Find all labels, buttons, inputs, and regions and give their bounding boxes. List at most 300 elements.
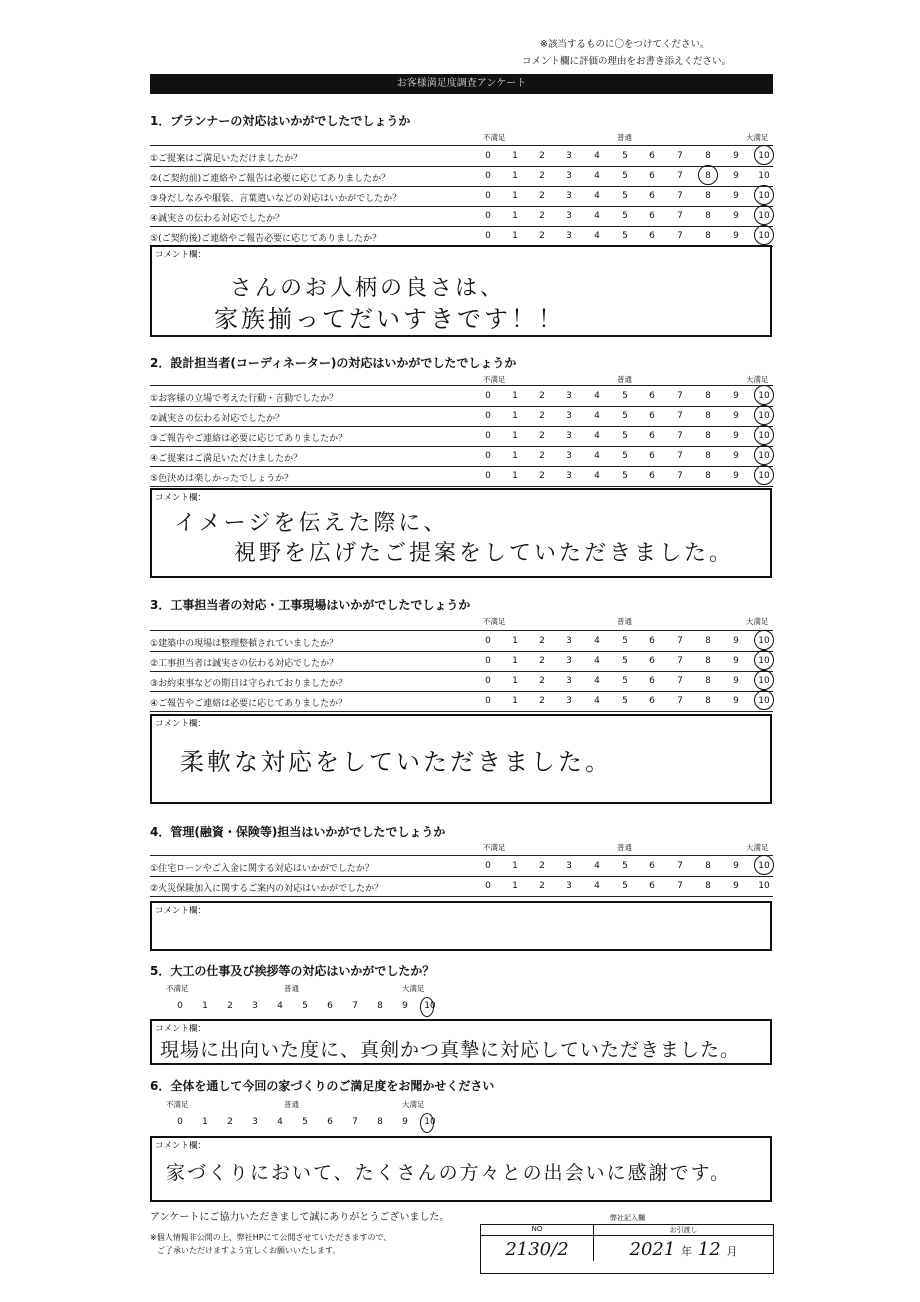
question-row <box>150 386 773 407</box>
score-option-8[interactable]: 8 <box>705 151 711 161</box>
score-option-7[interactable]: 7 <box>677 636 683 646</box>
score-option-9[interactable]: 9 <box>733 656 739 666</box>
score-option-5[interactable]: 5 <box>622 171 628 181</box>
score-option-1[interactable]: 1 <box>512 881 518 891</box>
scale-label-high: 大満足 <box>746 617 769 626</box>
section-5-scale <box>0 1001 920 1021</box>
score-option-4[interactable]: 4 <box>594 676 600 686</box>
score-option-6[interactable]: 6 <box>649 881 655 891</box>
score-option-2[interactable]: 2 <box>539 171 545 181</box>
question-text: ⑤色決めは楽しかったでしょうか？ <box>150 474 294 484</box>
score-option-1[interactable]: 1 <box>512 151 518 161</box>
score-option-6[interactable]: 6 <box>649 471 655 481</box>
score-option-2[interactable]: 2 <box>539 151 545 161</box>
score-option-1[interactable]: 1 <box>512 211 518 221</box>
section-6-comment-text: 家づくりにおいて、たくさんの方々との出会いに感謝です。 <box>166 1162 732 1184</box>
scale-label-low: 不満足 <box>483 617 506 626</box>
score-option-2[interactable]: 2 <box>539 211 545 221</box>
score-option-1[interactable]: 1 <box>512 431 518 441</box>
selected-score-circle <box>754 670 774 690</box>
score-option-0[interactable]: 0 <box>485 151 491 161</box>
score-option-0[interactable]: 0 <box>485 861 491 871</box>
score-option-6[interactable]: 6 <box>649 451 655 461</box>
score-option-4[interactable]: 4 <box>594 861 600 871</box>
comment-label: コメント欄： <box>155 906 207 916</box>
score-option-10[interactable]: 10 <box>758 881 770 891</box>
comment-label: コメント欄： <box>155 250 207 260</box>
score-option-2[interactable]: 2 <box>539 656 545 666</box>
question-text: ⑤(ご契約後)ご連絡やご報告必要に応じてありましたか？ <box>150 234 382 244</box>
score-option-6[interactable]: 6 <box>649 861 655 871</box>
score-option-3[interactable]: 3 <box>566 171 572 181</box>
score-option-4[interactable]: 4 <box>594 696 600 706</box>
score-option-9[interactable]: 9 <box>733 861 739 871</box>
scale-label-mid: 普通 <box>617 133 632 142</box>
score-option-6[interactable]: 6 <box>649 171 655 181</box>
score-option-6[interactable]: 6 <box>649 211 655 221</box>
score-option-3[interactable]: 3 <box>252 1001 258 1011</box>
score-option-6[interactable]: 6 <box>649 411 655 421</box>
score-option-3[interactable]: 3 <box>566 861 572 871</box>
score-option-9[interactable]: 9 <box>733 191 739 201</box>
score-option-5[interactable]: 5 <box>622 861 628 871</box>
delivery-date-value[interactable] <box>594 1239 773 1260</box>
score-option-7[interactable]: 7 <box>352 1117 358 1127</box>
score-option-2[interactable]: 2 <box>539 431 545 441</box>
comment-label: コメント欄： <box>155 493 207 503</box>
no-cell <box>481 1225 594 1261</box>
selected-score-circle <box>754 425 774 445</box>
thanks-text: アンケートにご協力いただきまして誠にありがとうございました。 <box>150 1212 450 1223</box>
score-option-4[interactable]: 4 <box>594 471 600 481</box>
score-option-0[interactable]: 0 <box>485 191 491 201</box>
section-3-title: 3．工事担当者の対応・工事現場はいかがでしたでしょうか <box>150 598 471 612</box>
score-option-0[interactable]: 0 <box>485 656 491 666</box>
score-option-0[interactable]: 0 <box>177 1001 183 1011</box>
selected-score-circle <box>420 997 434 1017</box>
section-2-comment-box[interactable] <box>150 488 772 578</box>
selected-score-circle <box>754 405 774 425</box>
score-option-8[interactable]: 8 <box>705 881 711 891</box>
score-option-8[interactable]: 8 <box>377 1001 383 1011</box>
score-option-0[interactable]: 0 <box>485 171 491 181</box>
question-row <box>150 671 773 692</box>
section-2-title: 2．設計担当者(コーディネーター)の対応はいかがでしたでしょうか <box>150 356 517 370</box>
score-option-0[interactable]: 0 <box>485 211 491 221</box>
question-text: ③お約束事などの期日は守られておりましたか？ <box>150 679 348 689</box>
survey-title-bar: お客様満足度調査アンケート <box>150 74 773 94</box>
score-option-3[interactable]: 3 <box>566 636 572 646</box>
score-option-3[interactable]: 3 <box>566 431 572 441</box>
section-5-label-low: 不満足 <box>166 984 189 993</box>
score-option-7[interactable]: 7 <box>677 391 683 401</box>
score-option-5[interactable]: 5 <box>622 231 628 241</box>
comment-handwriting-line: さんのお人柄の良さは、 <box>230 276 506 301</box>
score-option-10[interactable]: 10 <box>758 171 770 181</box>
score-option-2[interactable]: 2 <box>539 451 545 461</box>
score-option-2[interactable]: 2 <box>539 391 545 401</box>
score-option-0[interactable]: 0 <box>485 881 491 891</box>
score-option-4[interactable]: 4 <box>594 231 600 241</box>
score-option-9[interactable]: 9 <box>733 171 739 181</box>
score-option-8[interactable]: 8 <box>705 391 711 401</box>
score-option-0[interactable]: 0 <box>485 411 491 421</box>
score-option-7[interactable]: 7 <box>352 1001 358 1011</box>
score-option-8[interactable]: 8 <box>705 676 711 686</box>
comment-label: コメント欄： <box>155 719 207 729</box>
score-option-4[interactable]: 4 <box>594 151 600 161</box>
score-option-10[interactable]: 10 <box>758 861 770 871</box>
score-option-8[interactable]: 8 <box>705 211 711 221</box>
score-option-0[interactable]: 0 <box>485 431 491 441</box>
scale-label-high: 大満足 <box>746 375 769 384</box>
score-option-6[interactable]: 6 <box>327 1001 333 1011</box>
score-option-9[interactable]: 9 <box>733 696 739 706</box>
score-option-6[interactable]: 6 <box>649 191 655 201</box>
scale-label-low: 不満足 <box>483 843 506 852</box>
score-option-1[interactable]: 1 <box>512 676 518 686</box>
question-text: ①ご提案はご満足いただけましたか？ <box>150 154 303 164</box>
score-option-9[interactable]: 9 <box>733 431 739 441</box>
score-option-10[interactable]: 10 <box>758 471 770 481</box>
score-option-9[interactable]: 9 <box>733 676 739 686</box>
score-option-3[interactable]: 3 <box>566 696 572 706</box>
score-option-6[interactable]: 6 <box>649 391 655 401</box>
no-value[interactable]: 2130/2 <box>505 1239 569 1260</box>
score-option-4[interactable]: 4 <box>594 191 600 201</box>
question-row <box>150 631 773 652</box>
comment-label: コメント欄： <box>155 1141 207 1151</box>
selected-score-circle <box>754 690 774 710</box>
comment-handwriting-line: 家族揃ってだいすきです！！ <box>214 305 565 333</box>
score-option-9[interactable]: 9 <box>733 211 739 221</box>
score-option-10[interactable]: 10 <box>758 676 770 686</box>
comment-label: コメント欄： <box>155 1024 207 1034</box>
scale-label-mid: 普通 <box>617 843 632 852</box>
score-option-7[interactable]: 7 <box>677 676 683 686</box>
score-option-6[interactable]: 6 <box>327 1117 333 1127</box>
score-option-3[interactable]: 3 <box>566 881 572 891</box>
score-option-7[interactable]: 7 <box>677 151 683 161</box>
score-option-4[interactable]: 4 <box>277 1001 283 1011</box>
comment-handwriting-line: イメージを伝えた際に、 <box>174 511 449 536</box>
question-row <box>150 691 773 712</box>
score-option-1[interactable]: 1 <box>512 636 518 646</box>
selected-score-circle <box>754 465 774 485</box>
score-option-8[interactable]: 8 <box>705 656 711 666</box>
question-row <box>150 446 773 467</box>
score-option-10[interactable]: 10 <box>758 191 770 201</box>
score-option-8[interactable]: 8 <box>705 231 711 241</box>
score-option-10[interactable]: 10 <box>424 1001 436 1011</box>
score-option-7[interactable]: 7 <box>677 881 683 891</box>
score-option-7[interactable]: 7 <box>677 411 683 421</box>
section-6-label-mid: 普通 <box>284 1100 299 1109</box>
score-option-7[interactable]: 7 <box>677 696 683 706</box>
score-option-10[interactable]: 10 <box>758 696 770 706</box>
score-option-0[interactable]: 0 <box>485 391 491 401</box>
question-text: ②誠実さの伝わる対応でしたか？ <box>150 414 285 424</box>
section-6-title: 6．全体を通して今回の家づくりのご満足度をお聞かせください <box>150 1079 495 1093</box>
selected-score-circle <box>698 165 718 185</box>
question-text: ①住宅ローンやご入金に関する対応はいかがでしたか？ <box>150 864 374 874</box>
score-option-1[interactable]: 1 <box>202 1117 208 1127</box>
score-option-9[interactable]: 9 <box>733 471 739 481</box>
delivery-year-unit: 年 <box>681 1245 693 1258</box>
section-6-scale <box>0 1117 920 1137</box>
score-option-4[interactable]: 4 <box>594 431 600 441</box>
comment-handwriting-line: 柔軟な対応をしていただきました。 <box>180 748 612 776</box>
privacy-note-1: ※個人情報非公開の上、弊社HPにて公開させていただきますので、 <box>150 1233 392 1242</box>
question-text: ①建築中の現場は整理整頓されていましたか？ <box>150 639 339 649</box>
score-option-3[interactable]: 3 <box>566 471 572 481</box>
score-option-5[interactable]: 5 <box>622 191 628 201</box>
score-option-7[interactable]: 7 <box>677 861 683 871</box>
score-option-2[interactable]: 2 <box>539 471 545 481</box>
score-option-5[interactable]: 5 <box>622 431 628 441</box>
score-option-1[interactable]: 1 <box>512 231 518 241</box>
section-4-title: 4．管理(融資・保険等)担当はいかがでしたでしょうか <box>150 825 446 839</box>
score-option-9[interactable]: 9 <box>733 231 739 241</box>
score-option-3[interactable]: 3 <box>566 411 572 421</box>
score-option-5[interactable]: 5 <box>622 211 628 221</box>
section-1-title: 1．プランナーの対応はいかがでしたでしょうか <box>150 114 411 128</box>
score-option-4[interactable]: 4 <box>594 211 600 221</box>
score-option-8[interactable]: 8 <box>705 861 711 871</box>
score-option-4[interactable]: 4 <box>594 171 600 181</box>
score-option-6[interactable]: 6 <box>649 431 655 441</box>
selected-score-circle <box>754 145 774 165</box>
score-option-3[interactable]: 3 <box>566 191 572 201</box>
scale-label-mid: 普通 <box>617 375 632 384</box>
score-option-2[interactable]: 2 <box>539 881 545 891</box>
selected-score-circle <box>754 385 774 405</box>
score-option-5[interactable]: 5 <box>622 391 628 401</box>
section-5-comment-box[interactable] <box>150 1019 772 1065</box>
scale-label-high: 大満足 <box>746 843 769 852</box>
score-option-3[interactable]: 3 <box>566 211 572 221</box>
score-option-7[interactable]: 7 <box>677 451 683 461</box>
score-option-5[interactable]: 5 <box>302 1001 308 1011</box>
score-option-1[interactable]: 1 <box>512 861 518 871</box>
score-option-10[interactable]: 10 <box>758 151 770 161</box>
office-use-label: 弊社記入欄 <box>610 1214 645 1222</box>
score-option-4[interactable]: 4 <box>594 656 600 666</box>
question-row <box>150 146 773 167</box>
comment-handwriting-line: 視野を広げたご提案をしていただきました。 <box>234 541 735 566</box>
office-use-table <box>480 1224 774 1274</box>
score-option-7[interactable]: 7 <box>677 211 683 221</box>
score-option-3[interactable]: 3 <box>566 656 572 666</box>
score-option-9[interactable]: 9 <box>733 881 739 891</box>
score-option-0[interactable]: 0 <box>485 231 491 241</box>
score-option-8[interactable]: 8 <box>705 451 711 461</box>
question-row <box>150 426 773 447</box>
score-option-5[interactable]: 5 <box>622 676 628 686</box>
score-option-9[interactable]: 9 <box>733 636 739 646</box>
section-5-comment-text: 現場に出向いた度に、真剣かつ真摯に対応していただきました。 <box>160 1039 741 1061</box>
question-text: ④ご提案はご満足いただけましたか？ <box>150 454 303 464</box>
score-option-6[interactable]: 6 <box>649 676 655 686</box>
no-label: NO <box>481 1225 593 1236</box>
score-option-1[interactable]: 1 <box>512 696 518 706</box>
score-option-8[interactable]: 8 <box>705 411 711 421</box>
score-option-1[interactable]: 1 <box>512 191 518 201</box>
score-option-7[interactable]: 7 <box>677 656 683 666</box>
score-option-0[interactable]: 0 <box>177 1117 183 1127</box>
section-3-comment-box[interactable] <box>150 714 772 804</box>
score-option-5[interactable]: 5 <box>622 451 628 461</box>
score-option-2[interactable]: 2 <box>539 696 545 706</box>
selected-score-circle <box>420 1113 434 1133</box>
score-option-3[interactable]: 3 <box>252 1117 258 1127</box>
score-option-2[interactable]: 2 <box>539 861 545 871</box>
score-option-6[interactable]: 6 <box>649 636 655 646</box>
score-option-0[interactable]: 0 <box>485 636 491 646</box>
score-option-5[interactable]: 5 <box>622 696 628 706</box>
score-option-9[interactable]: 9 <box>733 411 739 421</box>
score-option-5[interactable]: 5 <box>622 636 628 646</box>
score-option-5[interactable]: 5 <box>302 1117 308 1127</box>
question-text: ③ご報告やご連絡は必要に応じてありましたか？ <box>150 434 348 444</box>
scale-label-low: 不満足 <box>483 133 506 142</box>
delivery-month-unit: 月 <box>726 1245 738 1258</box>
scale-label-low: 不満足 <box>483 375 506 384</box>
score-option-0[interactable]: 0 <box>485 676 491 686</box>
delivery-date-cell <box>594 1225 773 1261</box>
score-option-8[interactable]: 8 <box>705 191 711 201</box>
score-option-0[interactable]: 0 <box>485 471 491 481</box>
score-option-2[interactable]: 2 <box>539 191 545 201</box>
score-option-4[interactable]: 4 <box>594 636 600 646</box>
delivery-year: 2021 <box>629 1239 676 1260</box>
score-option-9[interactable]: 9 <box>733 151 739 161</box>
score-option-3[interactable]: 3 <box>566 151 572 161</box>
question-text: ④誠実さの伝わる対応でしたか？ <box>150 214 285 224</box>
score-option-10[interactable]: 10 <box>758 656 770 666</box>
section-6-label-high: 大満足 <box>402 1100 425 1109</box>
question-row <box>150 206 773 227</box>
score-option-3[interactable]: 3 <box>566 391 572 401</box>
score-option-6[interactable]: 6 <box>649 696 655 706</box>
score-option-10[interactable]: 10 <box>758 451 770 461</box>
question-row <box>150 856 773 877</box>
score-option-4[interactable]: 4 <box>594 411 600 421</box>
section-4-comment-box[interactable] <box>150 901 772 951</box>
score-option-4[interactable]: 4 <box>277 1117 283 1127</box>
score-option-1[interactable]: 1 <box>202 1001 208 1011</box>
score-option-7[interactable]: 7 <box>677 471 683 481</box>
score-option-10[interactable]: 10 <box>758 636 770 646</box>
question-row <box>150 466 773 487</box>
question-row <box>150 166 773 187</box>
score-option-2[interactable]: 2 <box>539 411 545 421</box>
selected-score-circle <box>754 650 774 670</box>
score-option-9[interactable]: 9 <box>402 1001 408 1011</box>
question-row <box>150 876 773 897</box>
score-option-9[interactable]: 9 <box>733 391 739 401</box>
score-option-0[interactable]: 0 <box>485 451 491 461</box>
score-option-8[interactable]: 8 <box>705 696 711 706</box>
score-option-4[interactable]: 4 <box>594 881 600 891</box>
selected-score-circle <box>754 185 774 205</box>
score-option-2[interactable]: 2 <box>539 636 545 646</box>
selected-score-circle <box>754 225 774 245</box>
score-option-7[interactable]: 7 <box>677 431 683 441</box>
score-option-10[interactable]: 10 <box>758 391 770 401</box>
score-option-5[interactable]: 5 <box>622 411 628 421</box>
score-option-6[interactable]: 6 <box>649 656 655 666</box>
section-6-comment-box[interactable] <box>150 1136 772 1202</box>
section-6-label-low: 不満足 <box>166 1100 189 1109</box>
question-text: ②火災保険加入に関するご案内の対応はいかがでしたか？ <box>150 884 384 894</box>
score-option-1[interactable]: 1 <box>512 171 518 181</box>
score-option-7[interactable]: 7 <box>677 231 683 241</box>
score-option-4[interactable]: 4 <box>594 451 600 461</box>
scale-label-mid: 普通 <box>617 617 632 626</box>
score-option-8[interactable]: 8 <box>705 471 711 481</box>
score-option-8[interactable]: 8 <box>705 431 711 441</box>
score-option-3[interactable]: 3 <box>566 676 572 686</box>
score-option-1[interactable]: 1 <box>512 411 518 421</box>
selected-score-circle <box>754 630 774 650</box>
score-option-7[interactable]: 7 <box>677 191 683 201</box>
delivery-date-label: お引渡し <box>594 1225 773 1236</box>
selected-score-circle <box>754 445 774 465</box>
delivery-month: 12 <box>697 1239 721 1260</box>
score-option-6[interactable]: 6 <box>649 231 655 241</box>
section-5-label-high: 大満足 <box>402 984 425 993</box>
score-option-5[interactable]: 5 <box>622 151 628 161</box>
question-row <box>150 651 773 672</box>
score-option-9[interactable]: 9 <box>733 451 739 461</box>
score-option-1[interactable]: 1 <box>512 656 518 666</box>
score-option-1[interactable]: 1 <box>512 471 518 481</box>
question-row <box>150 186 773 207</box>
score-option-3[interactable]: 3 <box>566 451 572 461</box>
score-option-9[interactable]: 9 <box>402 1117 408 1127</box>
question-row <box>150 406 773 427</box>
score-option-4[interactable]: 4 <box>594 391 600 401</box>
score-option-10[interactable]: 10 <box>758 431 770 441</box>
score-option-10[interactable]: 10 <box>424 1117 436 1127</box>
section-1-comment-box[interactable] <box>150 245 772 337</box>
score-option-6[interactable]: 6 <box>649 151 655 161</box>
score-option-1[interactable]: 1 <box>512 451 518 461</box>
score-option-7[interactable]: 7 <box>677 171 683 181</box>
score-option-2[interactable]: 2 <box>227 1001 233 1011</box>
score-option-2[interactable]: 2 <box>539 676 545 686</box>
score-option-5[interactable]: 5 <box>622 881 628 891</box>
score-option-5[interactable]: 5 <box>622 656 628 666</box>
score-option-8[interactable]: 8 <box>705 636 711 646</box>
score-option-2[interactable]: 2 <box>227 1117 233 1127</box>
score-option-5[interactable]: 5 <box>622 471 628 481</box>
instruction-note-2: コメント欄に評価の理由をお書き添えください。 <box>522 56 732 67</box>
question-text: ②(ご契約前)ご連絡やご報告は必要に応じてありましたか？ <box>150 174 391 184</box>
score-option-2[interactable]: 2 <box>539 231 545 241</box>
score-option-10[interactable]: 10 <box>758 211 770 221</box>
score-option-8[interactable]: 8 <box>705 171 711 181</box>
score-option-10[interactable]: 10 <box>758 231 770 241</box>
question-text: ④ご報告やご連絡は必要に応じてありましたか？ <box>150 699 348 709</box>
score-option-1[interactable]: 1 <box>512 391 518 401</box>
question-text: ②工事担当者は誠実さの伝わる対応でしたか？ <box>150 659 339 669</box>
score-option-8[interactable]: 8 <box>377 1117 383 1127</box>
score-option-3[interactable]: 3 <box>566 231 572 241</box>
score-option-0[interactable]: 0 <box>485 696 491 706</box>
score-option-10[interactable]: 10 <box>758 411 770 421</box>
